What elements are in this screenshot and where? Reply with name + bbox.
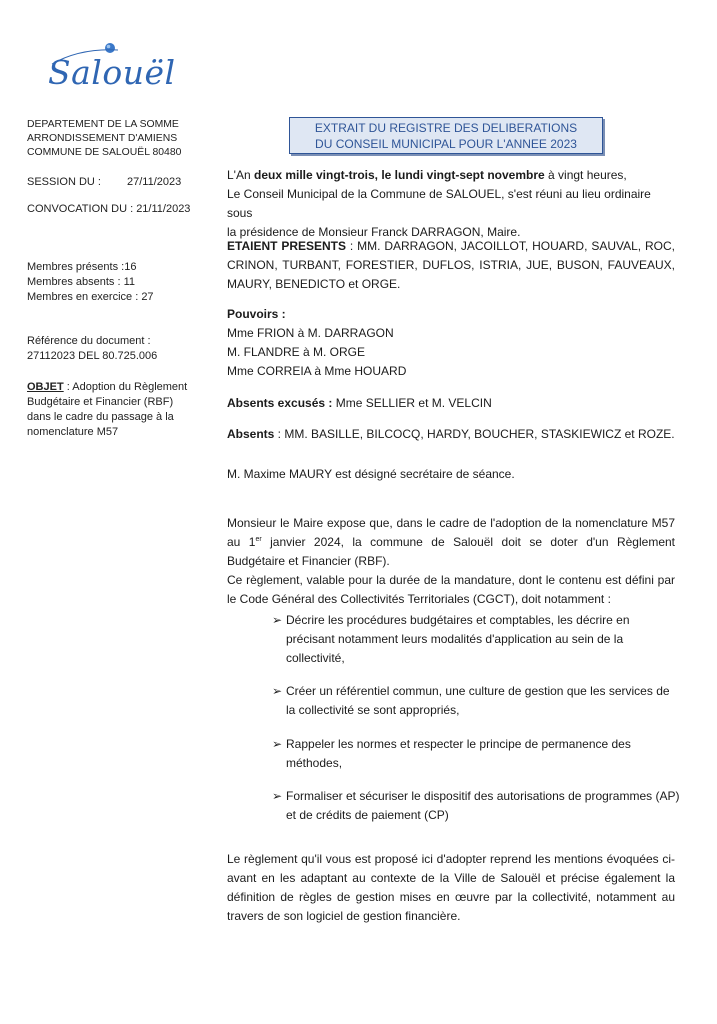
excuses-line [227,394,675,413]
presents-label: ETAIENT PRESENTS [227,239,347,253]
session-value: 27/11/2023 [127,176,182,188]
excuses-text: Mme SELLIER et M. VELCIN [332,396,492,410]
expose-sup: er [255,536,262,543]
secretaire-line: M. Maxime MAURY est désigné secrétaire de séance. [227,467,515,481]
bullet-text: Rappeler les normes et respecter le principe de permanence des méthodes, [286,737,631,770]
expose-paragraph [227,514,675,571]
bullet-text: Décrire les procédures budgétaires et comptables, les décrire en précisant notamment leurs modalités d'application au sein de la collectivité, [286,613,630,665]
document-reference [27,334,157,364]
session-date [27,175,182,189]
intro-paragraph [227,166,675,242]
pouvoir-item: Mme FRION à M. DARRAGON [227,326,394,340]
excuses-label: Absents excusés : [227,396,333,410]
final-paragraph: Le règlement qu'il vous est proposé ici d'adopter reprend les mentions évoquées ci-avant en les adaptant au contexte de la Ville de Salouël et précise également la définition de règles de gestion mises en œuvre par la collectivité, notamment au travers de son logiciel de gestion financière. [227,852,675,923]
arrow-bullet-icon: ➢ [272,613,283,627]
session-label: SESSION DU : [27,176,101,188]
members-total: Membres en exercice : 27 [27,291,154,303]
intro-post: à vingt heures, [544,168,627,182]
dept-line: COMMUNE DE SALOUËL 80480 [27,147,182,158]
header-line-1: EXTRAIT DU REGISTRE DES DELIBERATIONS [314,121,578,135]
bullet-item [272,735,662,773]
expose-part-2: janvier 2024, la commune de Salouël doit se doter d'un Règlement Budgétaire et Financier (RBF). [227,535,675,568]
objet-label: OBJET [27,381,64,393]
pouvoir-item: Mme CORREIA à Mme HOUARD [227,364,407,378]
objet-text: : Adoption du Règlement Budgétaire et Financier (RBF) dans le cadre du passage à la nomenclature M57 [27,381,188,438]
presents-text: : MM. DARRAGON, JACOILLOT, HOUARD, SAUVAL, ROC, CRINON, TURBANT, FORESTIER, DUFLOS, ISTRIA, JUE, BUSON, FAUVEAUX, MAURY, BENEDICTO et ORGE. [227,239,675,291]
pouvoirs-label: Pouvoirs : [227,307,286,321]
logo-wordmark: Salouël [48,53,176,92]
intro-line-2: Le Conseil Municipal de la Commune de SALOUEL, s'est réuni au lieu ordinaire sous [227,187,651,220]
dept-line: DEPARTEMENT DE LA SOMME [27,119,179,130]
expose-part-1: Monsieur le Maire expose que, dans le cadre de l'adoption de la nomenclature M57 au 1 [227,516,675,549]
members-present: Membres présents :16 [27,261,137,273]
convocation-date: CONVOCATION DU : 21/11/2023 [27,203,191,215]
arrow-bullet-icon: ➢ [272,684,283,698]
bullet-text: Formaliser et sécuriser le dispositif des autorisations de programmes (AP) et de crédits de paiement (CP) [286,789,680,822]
bullet-item [272,787,682,825]
intro-date: deux mille vingt-trois, le lundi vingt-sept novembre [253,168,545,182]
absents-line [227,425,675,444]
docref-value: 27112023 DEL 80.725.006 [27,350,158,362]
objet-block [27,380,197,440]
header-line-2: DU CONSEIL MUNICIPAL POUR L'ANNEE 2023 [315,137,577,151]
presents-paragraph [227,237,675,294]
docref-label: Référence du document : [27,335,151,347]
arrow-bullet-icon: ➢ [272,789,283,803]
bullet-item [272,682,677,720]
town-logo [40,36,176,96]
members-absent: Membres absents : 11 [27,276,136,288]
absents-text: : MM. BASILLE, BILCOCQ, HARDY, BOUCHER, STASKIEWICZ et ROZE. [274,427,675,441]
pouvoirs-block [227,305,675,381]
bullet-text: Créer un référentiel commun, une culture de gestion que les services de la collectivité se sont appropriés, [286,684,670,717]
absents-label: Absents [227,427,275,441]
intro-line-3: la présidence de Monsieur Franck DARRAGON, Maire. [227,225,521,239]
dept-line: ARRONDISSEMENT D'AMIENS [27,133,178,144]
bullet-item [272,611,667,668]
intro-pre: L'An [227,168,254,182]
register-header [289,117,603,154]
members-block [27,260,154,305]
pouvoir-item: M. FLANDRE à M. ORGE [227,345,366,359]
department-block [27,118,181,160]
arrow-bullet-icon: ➢ [272,737,283,751]
reglement-paragraph: Ce règlement, valable pour la durée de la mandature, dont le contenu est défini par le Code Général des Collectivités Territoriales (CGCT), doit notamment : [227,573,675,606]
